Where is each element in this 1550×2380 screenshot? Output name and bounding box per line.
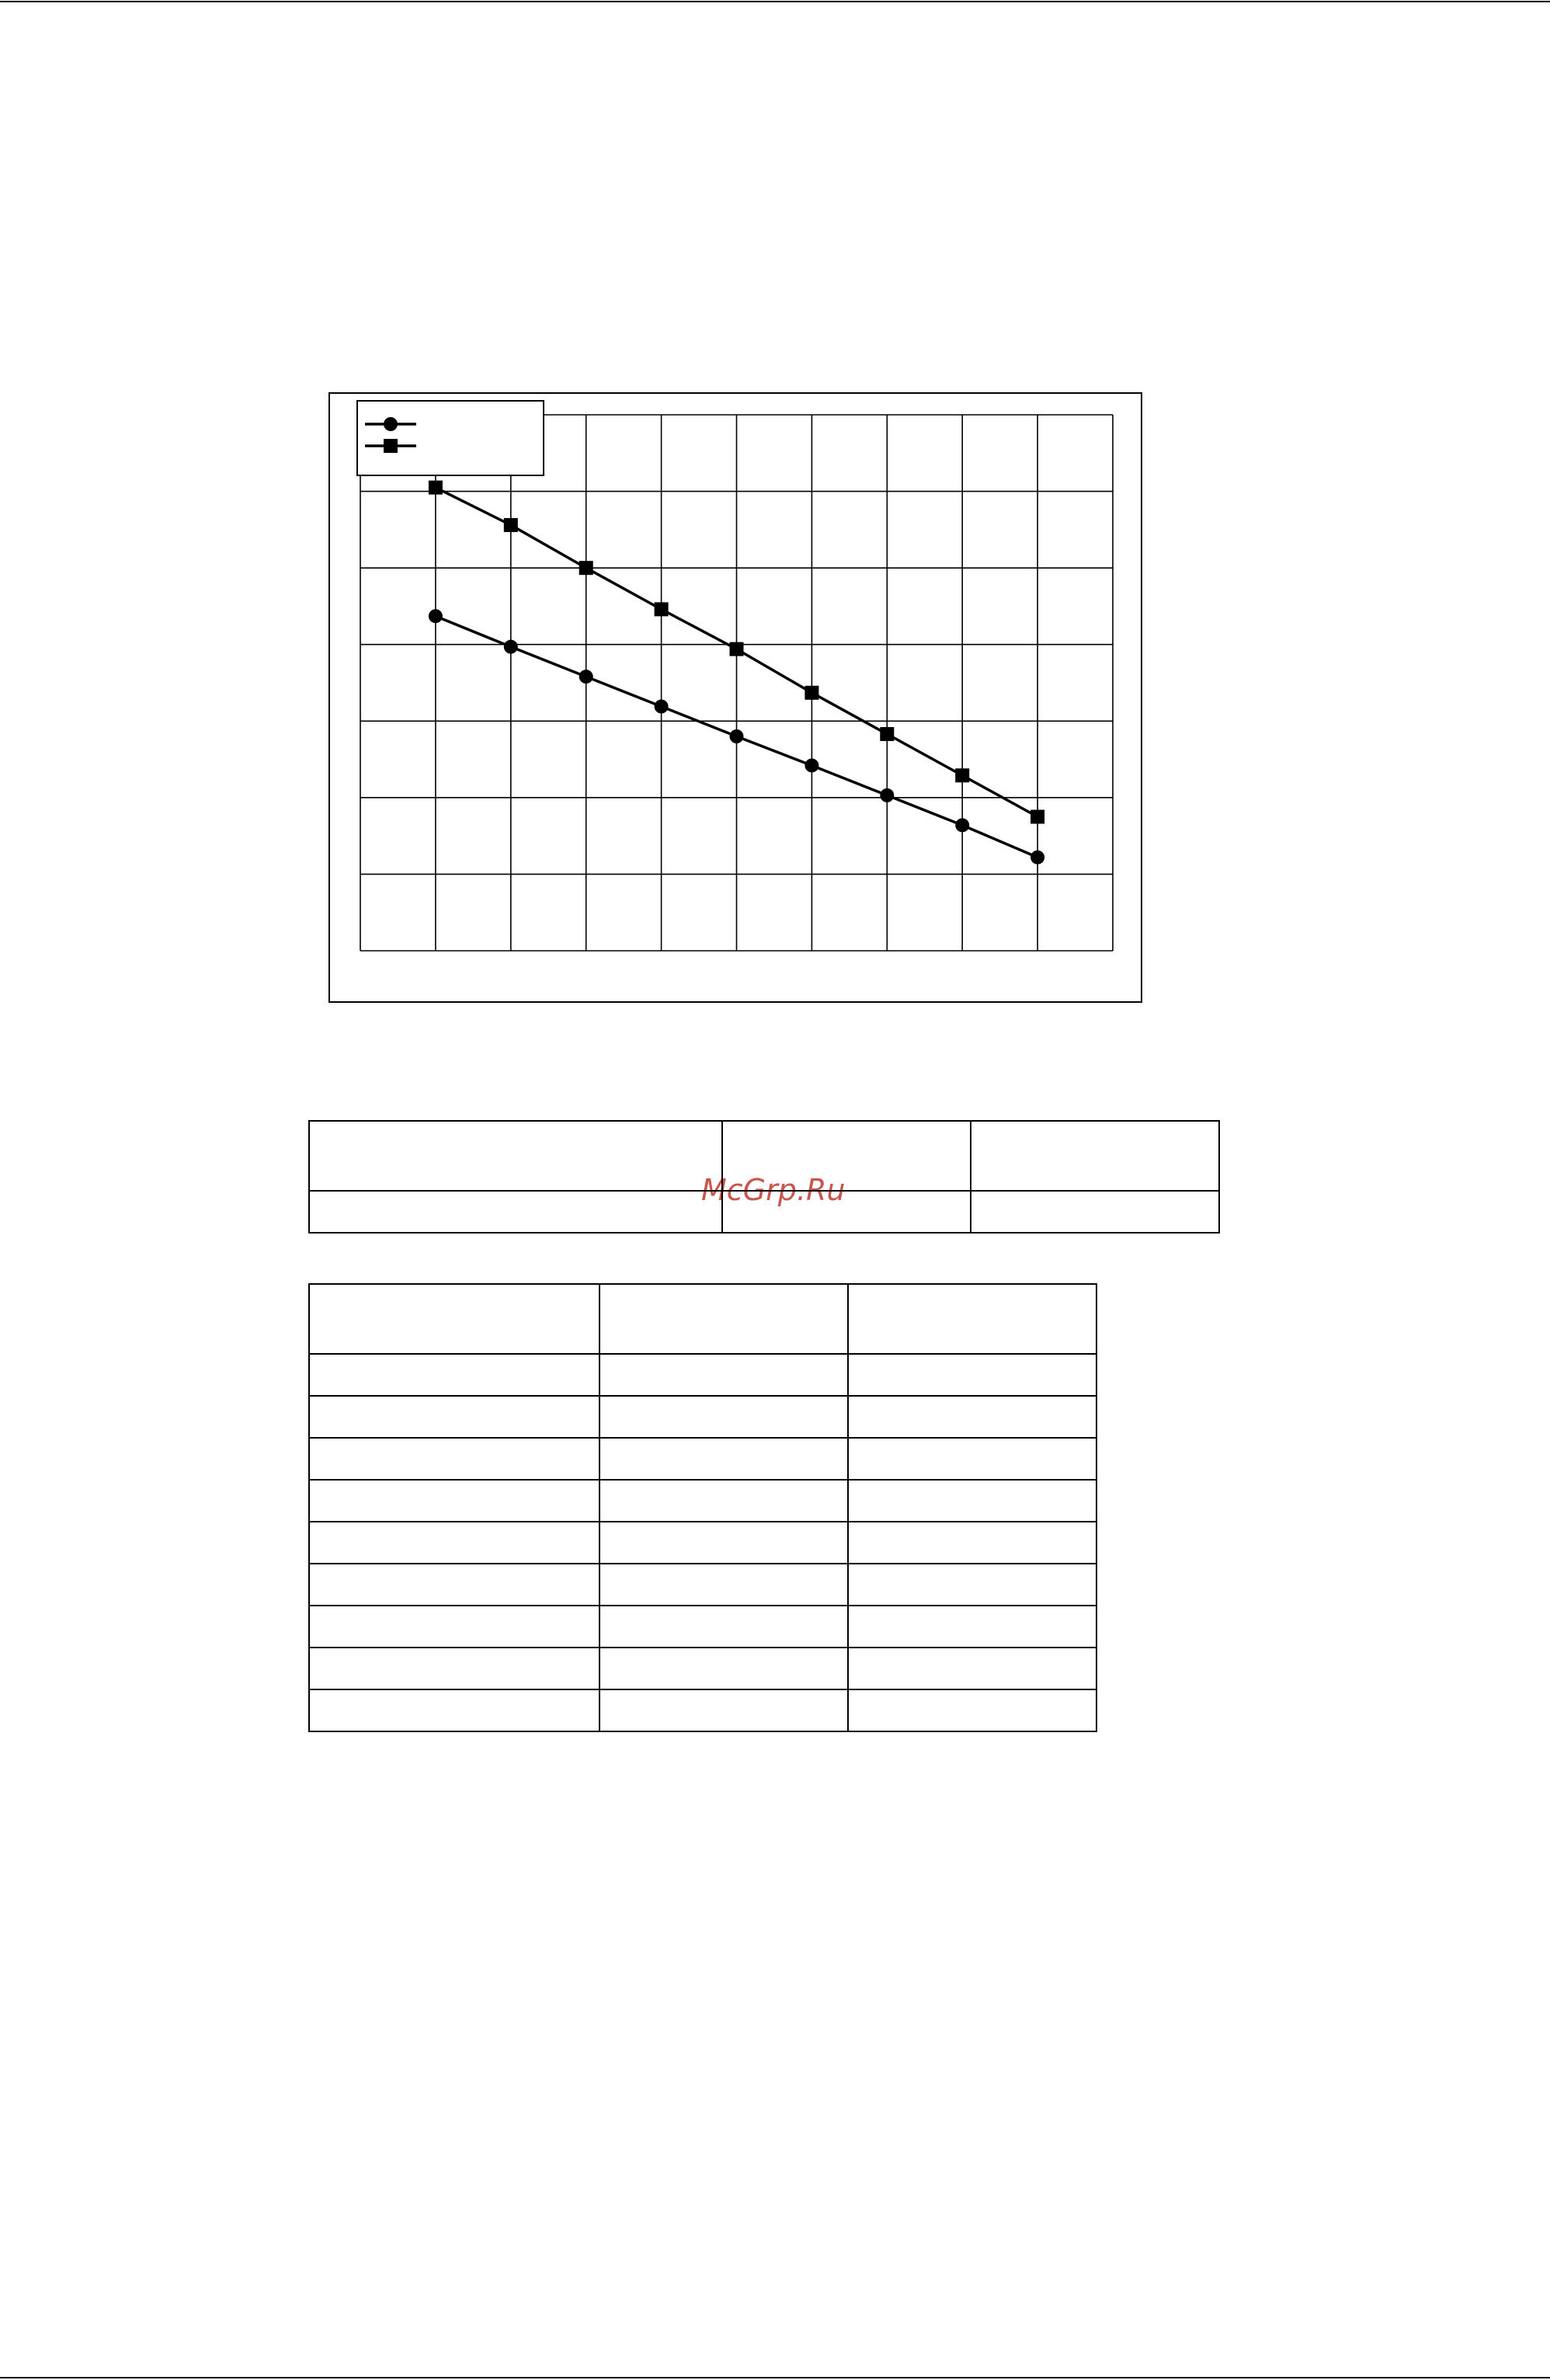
series-1-point xyxy=(730,729,744,743)
series-2-point xyxy=(429,481,443,495)
table-cell xyxy=(599,1284,848,1354)
table-cell xyxy=(848,1606,1096,1648)
series-1-point xyxy=(504,640,518,654)
table-cell xyxy=(848,1284,1096,1354)
table-cell xyxy=(848,1689,1096,1731)
chart-grid xyxy=(360,415,1113,951)
table-cell xyxy=(599,1564,848,1606)
chart-frame xyxy=(329,393,1142,1002)
table-cell xyxy=(309,1564,599,1606)
table-cell xyxy=(848,1396,1096,1438)
table-cell xyxy=(848,1438,1096,1480)
table-1 xyxy=(308,1120,1220,1233)
series-2-point xyxy=(730,642,744,656)
table-cell xyxy=(599,1648,848,1689)
table-cell xyxy=(599,1354,848,1396)
table-cell xyxy=(971,1121,1219,1191)
table-cell xyxy=(848,1648,1096,1689)
table-row xyxy=(309,1438,1096,1480)
chart xyxy=(0,0,1550,1025)
table-row xyxy=(309,1480,1096,1522)
table-cell xyxy=(309,1438,599,1480)
table-cell xyxy=(722,1121,971,1191)
legend-marker-circle xyxy=(384,417,398,431)
table-2 xyxy=(308,1283,1097,1732)
table-cell xyxy=(971,1191,1219,1233)
table-cell xyxy=(599,1689,848,1731)
table-cell xyxy=(848,1522,1096,1564)
table-row xyxy=(309,1396,1096,1438)
table-row xyxy=(309,1689,1096,1731)
series-1-point xyxy=(805,758,818,772)
table-cell xyxy=(599,1438,848,1480)
table-cell xyxy=(309,1606,599,1648)
series-1-point xyxy=(1030,851,1044,865)
series-2-point xyxy=(805,686,818,700)
series-2-point xyxy=(655,602,669,616)
table-row xyxy=(309,1354,1096,1396)
table-row xyxy=(309,1648,1096,1689)
table-cell xyxy=(848,1354,1096,1396)
bottom-rule xyxy=(0,2377,1550,2378)
table-cell xyxy=(309,1396,599,1438)
watermark: McGrp.Ru xyxy=(701,1173,846,1207)
legend-marker-square xyxy=(384,439,398,453)
table-cell xyxy=(309,1648,599,1689)
table-row xyxy=(309,1284,1096,1354)
series-1-point xyxy=(955,818,969,832)
table-cell xyxy=(309,1689,599,1731)
table-cell xyxy=(722,1191,971,1233)
series-2-point xyxy=(955,768,969,782)
chart-legend xyxy=(357,401,544,475)
table-cell xyxy=(309,1191,722,1233)
table-cell xyxy=(599,1522,848,1564)
table-cell xyxy=(599,1606,848,1648)
series-2-point xyxy=(504,518,518,532)
series-1-point xyxy=(579,670,593,684)
table-cell xyxy=(599,1396,848,1438)
table-cell xyxy=(309,1480,599,1522)
table-row xyxy=(309,1191,1219,1233)
series-2-point xyxy=(579,561,593,575)
series-1-point xyxy=(655,700,669,714)
table-cell xyxy=(599,1480,848,1522)
legend-box xyxy=(357,401,544,475)
table-cell xyxy=(309,1121,722,1191)
series-2-point xyxy=(1030,810,1044,824)
series-1-point xyxy=(429,609,443,623)
table-row xyxy=(309,1121,1219,1191)
table-cell xyxy=(848,1480,1096,1522)
table-cell xyxy=(309,1522,599,1564)
series-2-point xyxy=(880,727,894,741)
table-row xyxy=(309,1606,1096,1648)
table-row xyxy=(309,1564,1096,1606)
table-cell xyxy=(309,1284,599,1354)
series-1-point xyxy=(880,788,894,802)
table-cell xyxy=(848,1564,1096,1606)
table-cell xyxy=(309,1354,599,1396)
table-row xyxy=(309,1522,1096,1564)
